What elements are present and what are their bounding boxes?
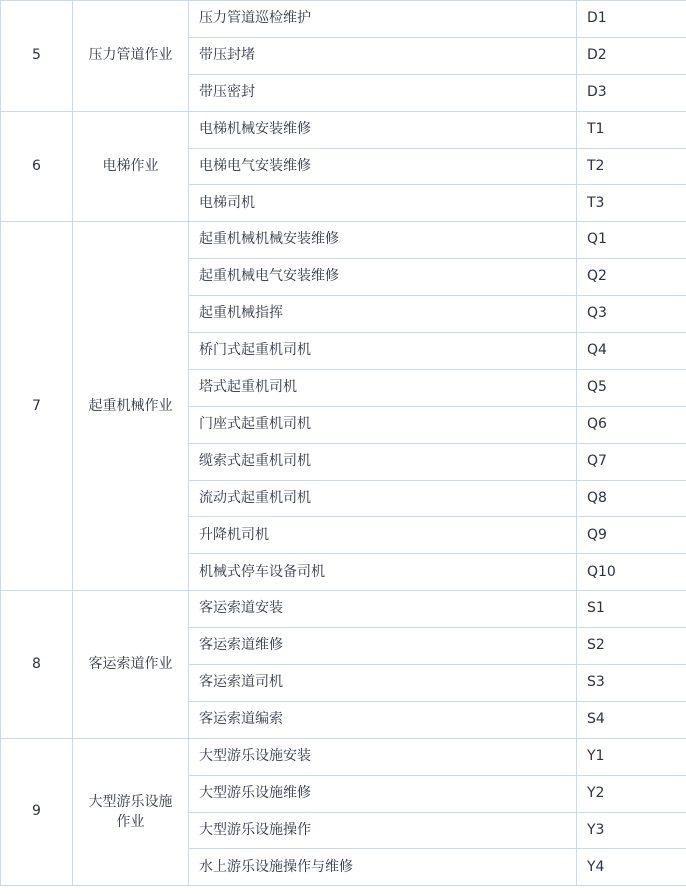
item-code: Y3 (577, 812, 686, 849)
category-line-1: 大型游乐设施 (88, 793, 173, 810)
item-code: S4 (577, 701, 686, 738)
row-number: 7 (1, 222, 73, 591)
item-name: 大型游乐设施安装 (189, 738, 577, 775)
item-code: Q8 (577, 480, 686, 517)
item-name: 大型游乐设施维修 (189, 775, 577, 812)
item-code: Y4 (577, 849, 686, 886)
item-name: 起重机械机械安装维修 (189, 222, 577, 259)
row-number: 8 (1, 591, 73, 739)
table-body (1, 1, 686, 886)
category-name: 客运索道作业 (73, 591, 189, 739)
row-number: 6 (1, 111, 73, 222)
item-name: 带压密封 (189, 74, 577, 111)
category-name: 压力管道作业 (73, 1, 189, 112)
item-code: Q7 (577, 443, 686, 480)
item-name: 客运索道司机 (189, 665, 577, 702)
table-row (1, 591, 686, 628)
item-code: S3 (577, 665, 686, 702)
item-name: 塔式起重机司机 (189, 369, 577, 406)
item-code: T1 (577, 111, 686, 148)
item-name: 升降机司机 (189, 517, 577, 554)
item-name: 起重机械指挥 (189, 296, 577, 333)
item-code: T2 (577, 148, 686, 185)
category-name: 电梯作业 (73, 111, 189, 222)
row-number: 5 (1, 1, 73, 112)
item-code: Q3 (577, 296, 686, 333)
item-name: 流动式起重机司机 (189, 480, 577, 517)
category-name: 起重机械作业 (73, 222, 189, 591)
item-name: 机械式停车设备司机 (189, 554, 577, 591)
item-name: 电梯机械安装维修 (189, 111, 577, 148)
item-code: D2 (577, 37, 686, 74)
item-code: S1 (577, 591, 686, 628)
item-name: 门座式起重机司机 (189, 406, 577, 443)
item-name: 压力管道巡检维护 (189, 1, 577, 38)
item-name: 水上游乐设施操作与维修 (189, 849, 577, 886)
item-code: T3 (577, 185, 686, 222)
item-code: Q6 (577, 406, 686, 443)
item-code: Q9 (577, 517, 686, 554)
item-name: 带压封堵 (189, 37, 577, 74)
item-code: Q10 (577, 554, 686, 591)
item-code: D3 (577, 74, 686, 111)
item-code: S2 (577, 628, 686, 665)
item-name: 电梯司机 (189, 185, 577, 222)
table-row (1, 1, 686, 38)
item-name: 客运索道安装 (189, 591, 577, 628)
table-row (1, 222, 686, 259)
item-name: 缆索式起重机司机 (189, 443, 577, 480)
item-code: Q1 (577, 222, 686, 259)
item-code: D1 (577, 1, 686, 38)
item-name: 电梯电气安装维修 (189, 148, 577, 185)
item-code: Q5 (577, 369, 686, 406)
table-row (1, 111, 686, 148)
category-name (73, 738, 189, 886)
item-name: 客运索道维修 (189, 628, 577, 665)
item-name: 桥门式起重机司机 (189, 333, 577, 370)
table-row (1, 738, 686, 775)
item-code: Q2 (577, 259, 686, 296)
item-name: 起重机械电气安装维修 (189, 259, 577, 296)
item-code: Y2 (577, 775, 686, 812)
item-code: Q4 (577, 333, 686, 370)
row-number: 9 (1, 738, 73, 886)
item-name: 大型游乐设施操作 (189, 812, 577, 849)
category-line-2: 作业 (116, 814, 145, 831)
item-code: Y1 (577, 738, 686, 775)
item-name: 客运索道编索 (189, 701, 577, 738)
